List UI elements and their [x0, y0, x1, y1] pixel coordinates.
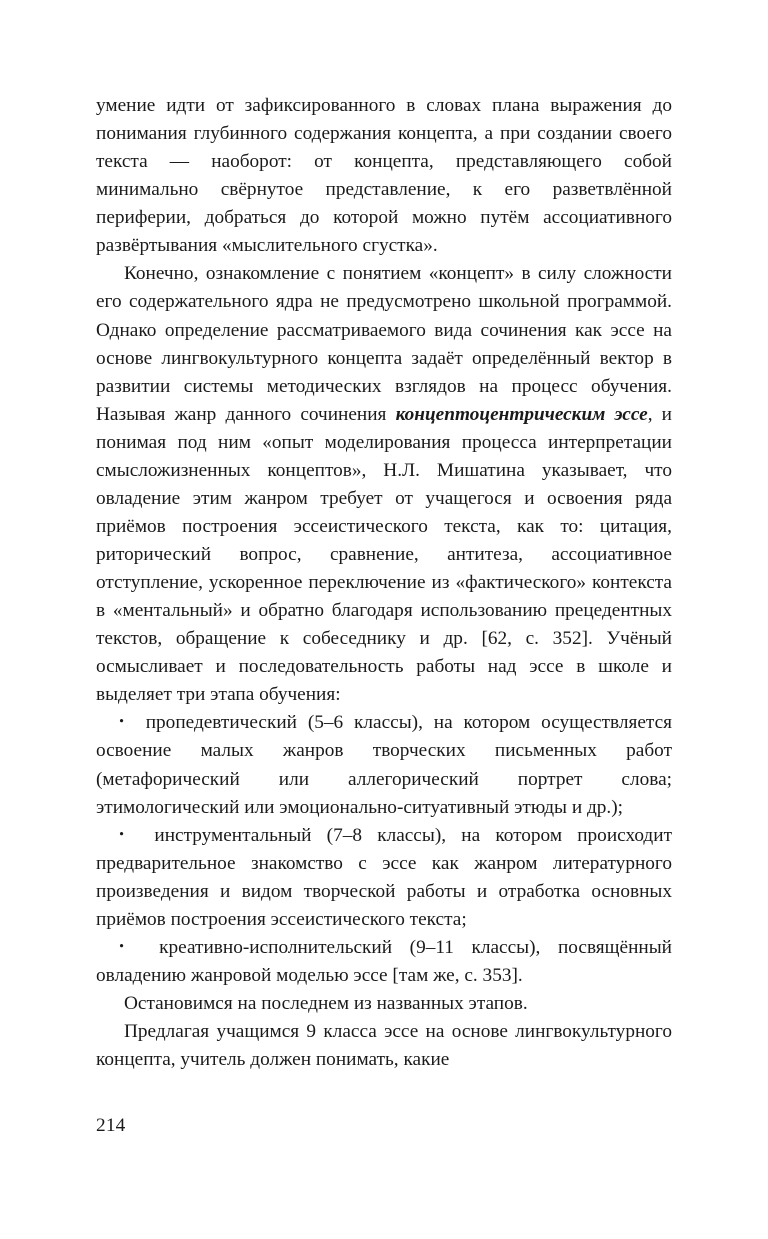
list-item-text: пропедевтический (5–6 классы), на котором осуществляется освоение малых жанров творческих письменных работ (метафорический или аллегорический портрет слова; этимологический или эмоционально-ситуативный этюды и др.); [96, 712, 673, 818]
body-text [96, 92, 672, 1074]
paragraph-concept-part1: Конечно, ознакомление с понятием «концепт» в силу сложности его содержательного ядра не предусмотрено школьной программой. Однако определение рассматриваемого вида сочинения как эссе на основе лингвокультурного концепта задаёт определённый вектор в развитии системы методических взглядов на процесс обучения. Называя жанр данного сочинения [96, 263, 672, 425]
list-item-text: инструментальный (7–8 классы), на котором происходит предварительное знакомство с эссе как жанром литературного произведения и видом творческой работы и отработка основных приёмов построения эссеистического текста; [96, 824, 672, 930]
bullet-icon: • [119, 827, 124, 843]
list-item [96, 822, 672, 934]
list-item-text: креативно-исполнительский (9–11 классы), посвящённый овладению жанровой моделью эссе [там же, с. 353]. [96, 936, 672, 986]
paragraph-closing-2: Предлагая учащимся 9 класса эссе на основе лингвокультурного концепта, учитель должен понимать, какие [96, 1021, 672, 1071]
list-item [96, 934, 672, 990]
bullet-icon: • [119, 939, 124, 955]
paragraph-concept-emphasis: концептоцентрическим эссе [395, 403, 648, 425]
paragraph-continuation: умение идти от зафиксированного в словах плана выражения до понимания глубинного содержания концепта, а при создании своего текста — наоборот: от концепта, представляющего собой минимально свёрнутое представление, к его разветвлённой периферии, добраться до которой можно путём ассоциативного развёртывания «мыслительного сгустка». [96, 95, 672, 257]
paragraph-concept [96, 260, 672, 709]
page-number: 214 [96, 1115, 126, 1136]
bullet-icon: • [119, 714, 124, 730]
paragraph-closing-1: Остановимся на последнем из названных этапов. [123, 993, 528, 1014]
list-item [96, 709, 672, 821]
paragraph-concept-part2: , и понимая под ним «опыт моделирования процесса интерпретации смысложизненных концептов», Н.Л. Мишатина указывает, что овладение этим жанром требует от учащегося и освоения ряда приёмов построения эссеистического текста, как то: цитация, риторический вопрос, сравнение, антитеза, ассоциативное отступление, ускоренное переключение из «фактического» контекста в «ментальный» и обратно благодаря использованию прецедентных текстов, обращение к собеседнику и др. [62, с. 352]. Учёный осмысливает и последовательность работы над эссе в школе и выделяет три этапа обучения: [96, 403, 672, 706]
